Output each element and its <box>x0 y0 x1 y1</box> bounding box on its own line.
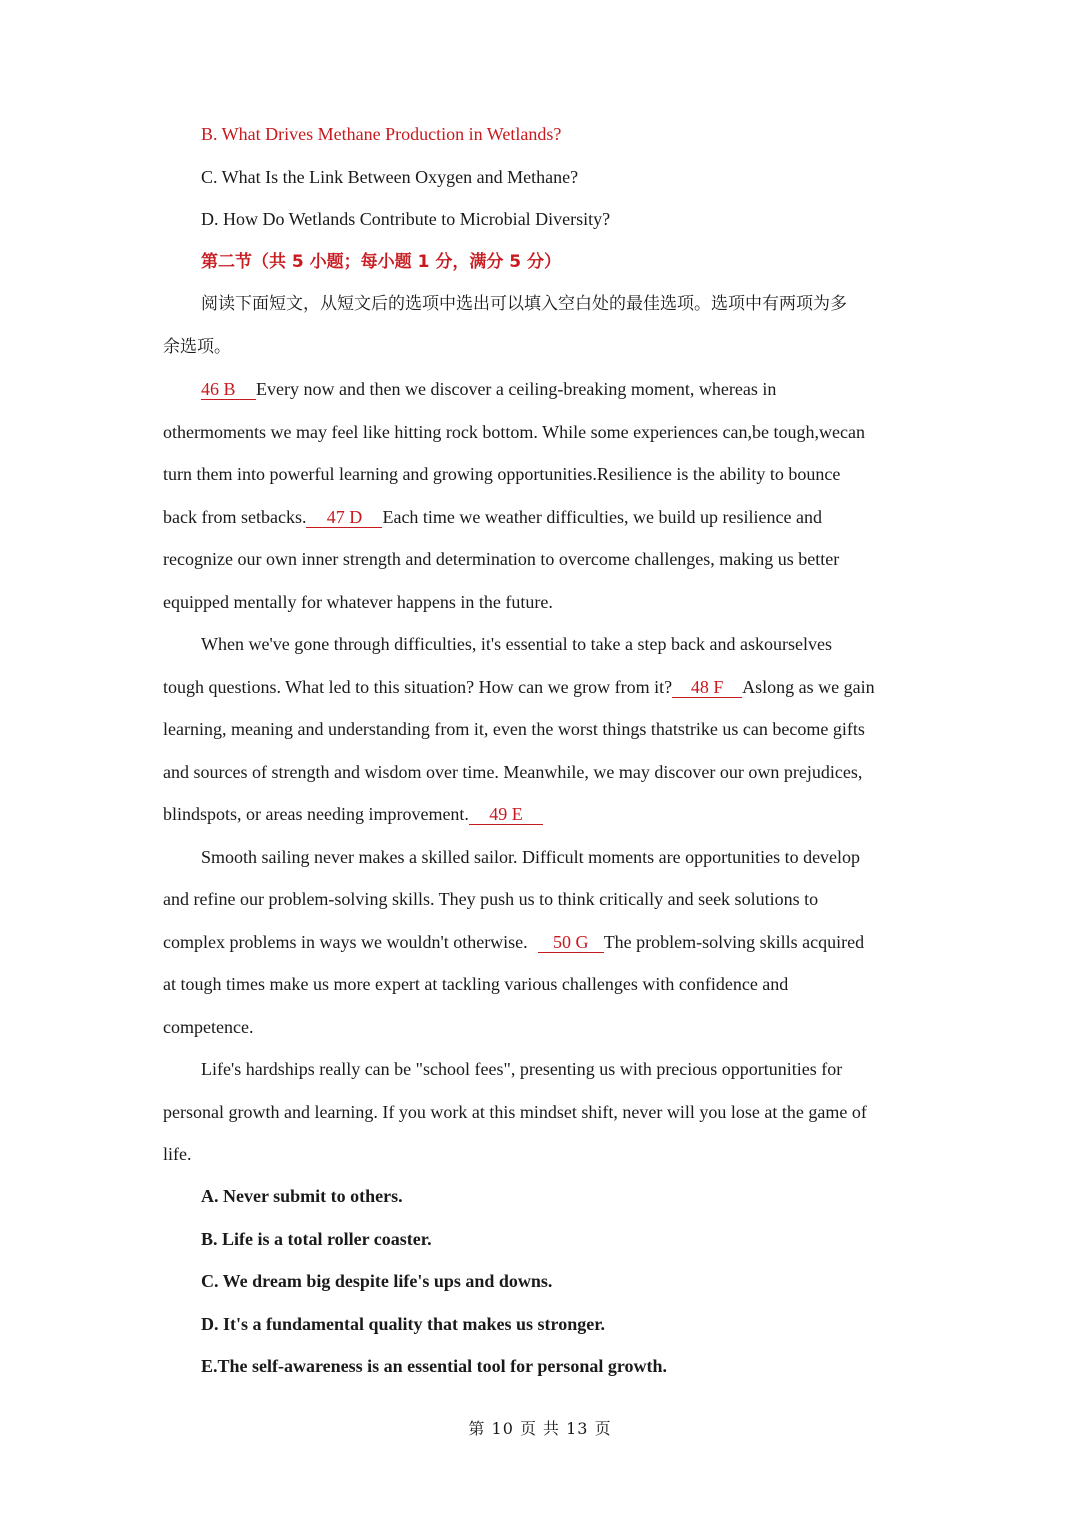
option-b-prev: B. What Drives Methane Production in Wetlands? <box>201 124 562 144</box>
passage-line <box>163 802 920 826</box>
choice-c: C. We dream big despite life's ups and downs. <box>201 1271 553 1291</box>
passage-line: life. <box>163 1144 192 1164</box>
passage-text: blindspots, or areas needing improvement. <box>163 804 469 824</box>
choice-d: D. It's a fundamental quality that makes us stronger. <box>201 1314 606 1334</box>
answer-blank-48: 48 F <box>672 677 742 698</box>
passage-text: complex problems in ways we wouldn't otherwise. <box>163 932 528 952</box>
option-d-prev: D. How Do Wetlands Contribute to Microbial Diversity? <box>201 209 611 229</box>
passage-line: and sources of strength and wisdom over time. Meanwhile, we may discover our own prejudices, <box>163 762 863 782</box>
passage-line: equipped mentally for whatever happens in the future. <box>163 592 553 612</box>
choice-e: E.The self-awareness is an essential tool for personal growth. <box>201 1356 667 1376</box>
passage-text: Each time we weather difficulties, we build up resilience and <box>382 507 822 527</box>
passage-line: Life's hardships really can be "school fees", presenting us with precious opportunities for <box>201 1059 843 1079</box>
answer-blank-50: 50 G <box>538 932 604 953</box>
passage-line: at tough times make us more expert at tackling various challenges with confidence and <box>163 974 789 994</box>
passage-line <box>163 505 920 529</box>
passage-line: learning, meaning and understanding from it, even the worst things thatstrike us can become gifts <box>163 719 865 739</box>
answer-blank-46: 46 B <box>201 379 256 400</box>
passage-text: back from setbacks. <box>163 507 307 527</box>
passage-line: personal growth and learning. If you work at this mindset shift, never will you lose at the game of <box>163 1102 867 1122</box>
passage-line: turn them into powerful learning and growing opportunities.Resilience is the ability to bounce <box>163 464 841 484</box>
passage-line <box>201 377 920 401</box>
passage-text: Every now and then we discover a ceiling-breaking moment, whereas in <box>256 379 777 399</box>
passage-line: competence. <box>163 1017 254 1037</box>
passage-line: When we've gone through difficulties, it's essential to take a step back and askourselves <box>201 634 832 654</box>
page-footer: 第 10 页 共 13 页 <box>468 1419 612 1438</box>
passage-line: Smooth sailing never makes a skilled sailor. Difficult moments are opportunities to develop <box>201 847 861 867</box>
passage-line: recognize our own inner strength and determination to overcome challenges, making us better <box>163 549 840 569</box>
passage-line <box>163 675 920 699</box>
choice-b: B. Life is a total roller coaster. <box>201 1229 432 1249</box>
choice-a: A. Never submit to others. <box>201 1186 403 1206</box>
passage-line: othermoments we may feel like hitting rock bottom. While some experiences can,be tough,wecan <box>163 422 865 442</box>
answer-blank-49: 49 E <box>469 804 543 825</box>
passage-text: Aslong as we gain <box>742 677 875 697</box>
instructions-line-1: 阅读下面短文，从短文后的选项中选出可以填入空白处的最佳选项。选项中有两项为多 <box>201 294 847 314</box>
answer-blank-47: 47 D <box>306 507 382 528</box>
instructions-line-2: 余选项。 <box>163 337 231 357</box>
passage-text: tough questions. What led to this situation? How can we grow from it? <box>163 677 673 697</box>
passage-line: and refine our problem-solving skills. They push us to think critically and seek solutions to <box>163 889 819 909</box>
section-title: 第二节（共 5 小题；每小题 1 分，满分 5 分） <box>201 252 561 272</box>
passage-line <box>163 930 920 954</box>
option-c-prev: C. What Is the Link Between Oxygen and Methane? <box>201 167 579 187</box>
passage-text: The problem-solving skills acquired <box>603 932 865 952</box>
